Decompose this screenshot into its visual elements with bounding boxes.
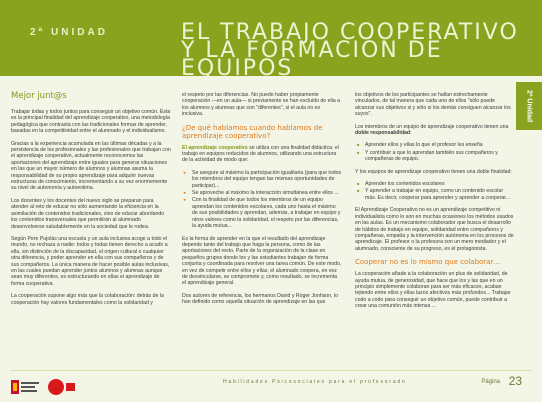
- text: :: [410, 130, 412, 137]
- paragraph: Los docentes y los docentes del nuevo siglo se preparan para atender al reto de educar no sólo aumentando la eficiencia en la asimilación de contenidos tradicionales, sino de educar abordando los contenidos transversales que permitirán al alumnado desenvolverse saludablemente en la sociedad que le rodea.: [11, 197, 165, 230]
- text: Los miembros de un equipo de aprendizaje cooperativo tienen una: [355, 123, 509, 130]
- text: se utiliza con una finalidad didáctica: el trabajo en equipos reducidos de alumnos, utilizando una estructura de la actividad de modo que:: [182, 144, 339, 164]
- list-item: ■ Y contribuir a que lo aprendan también sus compañeros y compañeras de equipo.: [365, 150, 515, 163]
- bullet-list: [355, 181, 515, 201]
- page-label: Página: [481, 379, 500, 385]
- list-item: ► Se asegure al máximo la participación igualitaria (para que todos los miembros del equipo tengan las mismas oportunidades de participar)...: [192, 170, 342, 189]
- page-number: 23: [508, 374, 522, 388]
- coat-of-arms-icon: [11, 378, 39, 396]
- ugt-logo: [47, 378, 75, 396]
- footer-logos: [11, 378, 75, 396]
- emphasis: doble responsabilidad: [355, 130, 411, 137]
- emphasis: El aprendizaje cooperativo: [182, 144, 248, 151]
- unit-label: 2ª UNIDAD: [30, 27, 108, 38]
- paragraph: Gracias a la experiencia acumulada en las últimas décadas y a la persistencia de los profesionales y las profesionales que trabajan con el aprendizaje cooperativo, actualmente reconocemos las aportaciones del aprendizaje entre iguales para generar situaciones en las que un mayor número de alumnos y alumnas asuma la responsabilidad de su propio aprendizaje para adquirir nuevas estructuras de conocimiento, incrementando a su vez enormemente su nivel de autonomía y autoestima.: [11, 140, 171, 192]
- column-2: [182, 92, 342, 312]
- paragraph: Y los equipos de aprendizaje cooperativo tienen una doble finalidad:: [355, 168, 512, 175]
- list-item: ■ Aprender los contenidos escolares: [365, 181, 515, 187]
- section-heading-cooperar: Cooperar no es lo mismo que colaborar…: [355, 258, 501, 267]
- list-item: ■ Y aprender a trabajar en equipo, como un contenido escolar más. Es decir, cooperar para aprender y aprender a cooperar...: [365, 188, 515, 201]
- list-item: ■ Aprender ellos y ellas lo que el profesor les enseña: [365, 142, 515, 148]
- footer-title: Habilidades Psicosociales para el profesorado: [223, 379, 407, 385]
- page-title: [181, 20, 542, 81]
- list-item: ► Con la finalidad de que todos los miembros de un equipo aprendan los contenidos escolares, cada uno hasta el máximo de sus posibilidades y aprendan, además, a trabajar en equipo y otros valores como la solidaridad, el respeto por las diferencias, la ayuda mutua...: [192, 197, 342, 229]
- paragraph: Dos autores de referencia, los hermanos David y Roger Jonhson, lo han definido como aquella situación de aprendizaje en las que: [182, 292, 338, 306]
- ugt-icon: [47, 378, 75, 396]
- column-1: [11, 92, 171, 312]
- paragraph: La cooperación añade a la colaboración un plus de solidaridad, de ayuda mutua, de generosidad, que hace que los y las que en un principio simplemente colaboran para ser más eficaces, acaban tejiendo entre ellos y ellas lazos afectivos más profundos... Trabajar codo a codo para conseguir un objetivo común, puede contribuir a crear una comunión más intensa ...: [355, 271, 511, 310]
- footer-divider: [10, 370, 532, 371]
- bullet-list: [355, 142, 515, 162]
- paragraph: El Aprendizaje Cooperativo no es un aprendizaje competitivo ni individualista como lo son en muchas ocasiones los métodos usados en las aulas. Es un mecanismo colaborador que busca el desarrollo de hábitos de trabajo en equipo, solidaridad entre compañeros y compañeras, empatía y la intervención autónoma en los procesos de aprendizaje. El profesor o la profesora son un mero mediador y el alumnado, consciente de su progreso, es el protagonista.: [355, 207, 514, 252]
- paragraph: [355, 124, 515, 137]
- list-item: ► Se aproveche al máximo la interacción simultánea entre ellos ...: [192, 190, 342, 196]
- paragraph: Según Pere Pujolàs una escuela y un aula inclusiva acoge a todo el mundo, no rechaza a nadie: todos y todas tienen derecho a acudir a ella, sin distinción de la discapacidad, el origen cultural o cualquier otra diferencia, y poder aprender en ella con sus compañeros y de sus compañeros. La única manera de hacer posible aulas inclusivas, en las cuales puedan aprender juntos alumnos y alumnas aunque sean muy diferentes, es estructurando en ellas el aprendizaje de forma cooperativa.: [11, 235, 170, 287]
- paragraph: La cooperación supone algo más que la colaboración: detrás de la cooperación hay valores fundamentales como la solidaridad y: [11, 293, 164, 306]
- section-heading-mejor-juntos: Mejor junt@s: [11, 91, 67, 101]
- paragraph: Es la forma de aprender en la que el resultado del aprendizaje depende tanto del trabajo que haga la persona, como de las aportaciones del resto. Parte de la organización de la clase en pequeños grupos donde los y las estudiantes trabajan de forma conjunta y coordinada para resolver una tarea común. De este modo, en vez de competir entre ellos y ellas, el alumnado coopera, en vez de desvincularse, se compromete y, como resultado, se incrementa el aprendizaje general.: [182, 235, 342, 287]
- paragraph: el respeto por las diferencias. No puede haber propiamente cooperación —en un aula— si previamente se han excluido de ella a los alumnos y alumnas que son "diferentes", si el aula no es inclusiva.: [182, 92, 341, 118]
- arrow-list: [182, 170, 342, 230]
- paragraph: los objetivos de los participantes se hallan estrechamente vinculados, de tal manera que cada uno de ellos "sólo puede alcanzar sus objetivos si y sólo si los demás consiguen alcanzar los suyos".: [355, 92, 511, 118]
- government-logo: [11, 378, 39, 396]
- title-line-2: Y LA FORMACIÓN DE EQUIPOS: [181, 38, 443, 81]
- section-heading-de-que-hablamos: ¿De qué hablamos cuando hablamos de aprendizaje cooperativo?: [182, 123, 323, 140]
- paragraph: [182, 145, 342, 164]
- title-line-1: EL TRABAJO COOPERATIVO: [181, 20, 519, 45]
- paragraph: Trabajar todas y todos juntos para conseguir un objetivo común. Ésta es la principal finalidad del aprendizaje cooperativo, una metodología pedagógica que contrasta con las tradicionales formas de aprender, basadas en la competitividad entre el alumnado y el individualismo.: [11, 109, 171, 135]
- column-3: [355, 92, 515, 316]
- unit-side-tab: 2ª Unidad: [516, 82, 542, 130]
